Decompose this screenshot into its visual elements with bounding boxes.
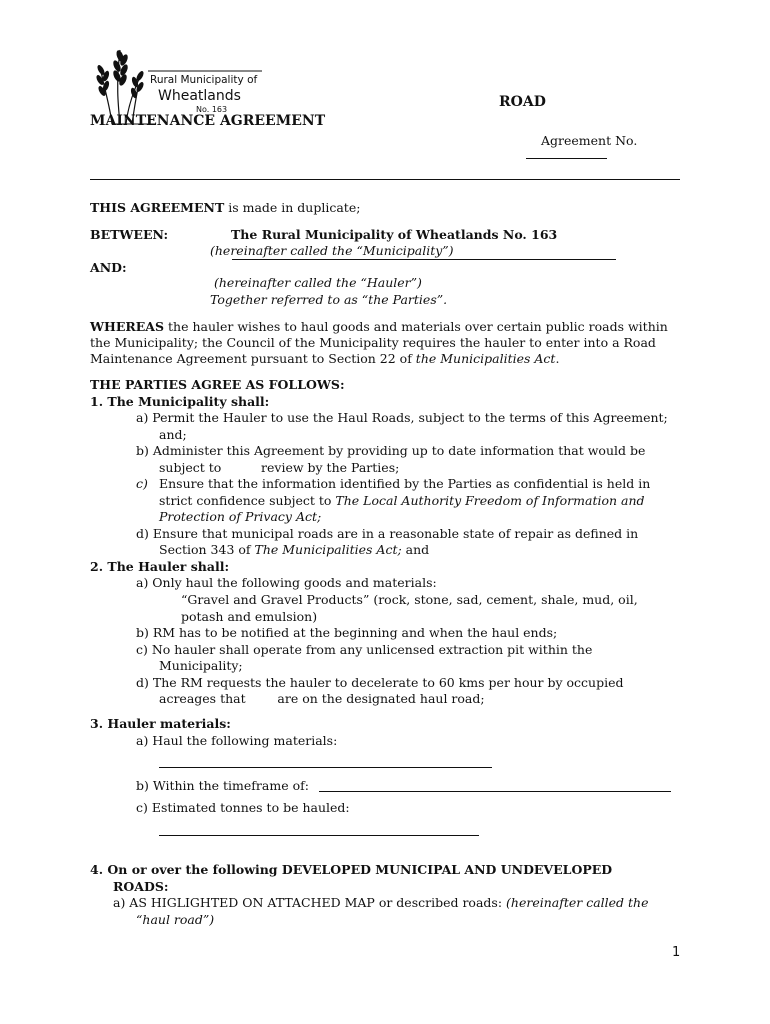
made-in-duplicate: is made in duplicate; xyxy=(224,200,361,215)
whereas-line-1 xyxy=(90,319,668,335)
municipalities-act-ref-2: The Municipalities Act; xyxy=(254,542,402,557)
s1c-label: c) xyxy=(136,476,148,491)
s1b-line-2: subject to review by the Parties; xyxy=(159,460,400,475)
s1c-line-2 xyxy=(159,493,645,509)
section-1-heading: 1. The Municipality shall: xyxy=(90,394,270,409)
s1a-line-2: and; xyxy=(159,427,187,442)
this-agreement-label: THIS AGREEMENT xyxy=(90,200,225,215)
header-divider xyxy=(90,179,680,180)
logo-line-3: No. 163 xyxy=(196,105,228,114)
foi-act-ref: The Local Authority Freedom of Information and xyxy=(335,493,645,508)
s3a-line: a) Haul the following materials: xyxy=(136,733,338,748)
whereas-text-3a: Maintenance Agreement pursuant to Section 22 of xyxy=(90,351,416,366)
s2a-line-1: a) Only haul the following goods and materials: xyxy=(136,575,437,590)
hauler-name-blank xyxy=(232,259,616,260)
parties-note: Together referred to as “the Parties”. xyxy=(210,292,448,307)
between-label: BETWEEN: xyxy=(90,227,169,242)
s2b-line: b) RM has to be notified at the beginning and when the haul ends; xyxy=(136,625,558,640)
section-4-heading-2: ROADS: xyxy=(113,879,169,894)
s4a-line-2: “haul road”) xyxy=(136,912,215,927)
hauler-called: (hereinafter called the “Hauler”) xyxy=(214,275,422,290)
materials-blank xyxy=(159,767,492,768)
s2c-line-1: c) No hauler shall operate from any unlicensed extraction pit within the xyxy=(136,642,593,657)
s1d-text-2c: and xyxy=(401,542,430,557)
s1b-line-1: b) Administer this Agreement by providing up to date information that would be xyxy=(136,443,646,458)
agreement-number-label: Agreement No. xyxy=(541,133,638,148)
s1c-text-2a: strict confidence subject to xyxy=(159,493,336,508)
s2a-line-3: potash and emulsion) xyxy=(181,609,318,624)
s4a-text-1b: (hereinafter called the xyxy=(506,895,649,910)
s1d-line-2 xyxy=(159,542,429,558)
s2d-line-1: d) The RM requests the hauler to decelerate to 60 kms per hour by occupied xyxy=(136,675,624,690)
whereas-label: WHEREAS xyxy=(90,319,165,334)
section-3-heading: 3. Hauler materials: xyxy=(90,716,231,731)
agreement-number-blank xyxy=(526,158,607,159)
section-4-heading-1: 4. On or over the following DEVELOPED MUNICIPAL AND UNDEVELOPED xyxy=(90,862,613,877)
tonnes-blank xyxy=(159,835,479,836)
title-maintenance-agreement: MAINTENANCE AGREEMENT xyxy=(90,113,326,129)
s2a-line-2: “Gravel and Gravel Products” (rock, stone, sad, cement, shale, mud, oil, xyxy=(181,592,638,607)
timeframe-blank xyxy=(319,791,671,792)
s4a-line-1 xyxy=(113,895,649,911)
s1a-line-1: a) Permit the Hauler to use the Haul Roads, subject to the terms of this Agreement; xyxy=(136,410,668,425)
municipalities-act-ref: the Municipalities Act xyxy=(415,351,556,366)
whereas-line-3 xyxy=(90,351,559,367)
logo-line-1: Rural Municipality of xyxy=(150,74,258,86)
whereas-text-3c: . xyxy=(555,351,560,366)
municipality-called: (hereinafter called the “Municipality”) xyxy=(210,243,454,258)
s1d-text-2a: Section 343 of xyxy=(159,542,255,557)
s1c-line-1: Ensure that the information identified by the Parties as confidential is held in xyxy=(159,476,651,491)
s1c-line-3: Protection of Privacy Act; xyxy=(159,509,322,524)
this-agreement-line xyxy=(90,200,360,216)
whereas-line-2: the Municipality; the Council of the Municipality requires the hauler to enter into a Road xyxy=(90,335,656,350)
title-road: ROAD xyxy=(499,94,546,110)
s4a-text-1a: a) AS HIGLIGHTED ON ATTACHED MAP or described roads: xyxy=(113,895,507,910)
parties-agree-heading: THE PARTIES AGREE AS FOLLOWS: xyxy=(90,377,345,392)
whereas-text-1: the hauler wishes to haul goods and materials over certain public roads within xyxy=(164,319,668,334)
s2c-line-2: Municipality; xyxy=(159,658,243,673)
s2d-line-2: acreages that are on the designated haul road; xyxy=(159,691,485,706)
s1d-line-1: d) Ensure that municipal roads are in a reasonable state of repair as defined in xyxy=(136,526,639,541)
logo-line-2: Wheatlands xyxy=(158,88,241,104)
page-number: 1 xyxy=(672,945,681,960)
section-2-heading: 2. The Hauler shall: xyxy=(90,559,230,574)
municipality-name: The Rural Municipality of Wheatlands No. 163 xyxy=(231,227,558,242)
and-label: AND: xyxy=(90,260,127,275)
s3c-line: c) Estimated tonnes to be hauled: xyxy=(136,800,350,815)
s3b-line: b) Within the timeframe of: xyxy=(136,778,309,793)
